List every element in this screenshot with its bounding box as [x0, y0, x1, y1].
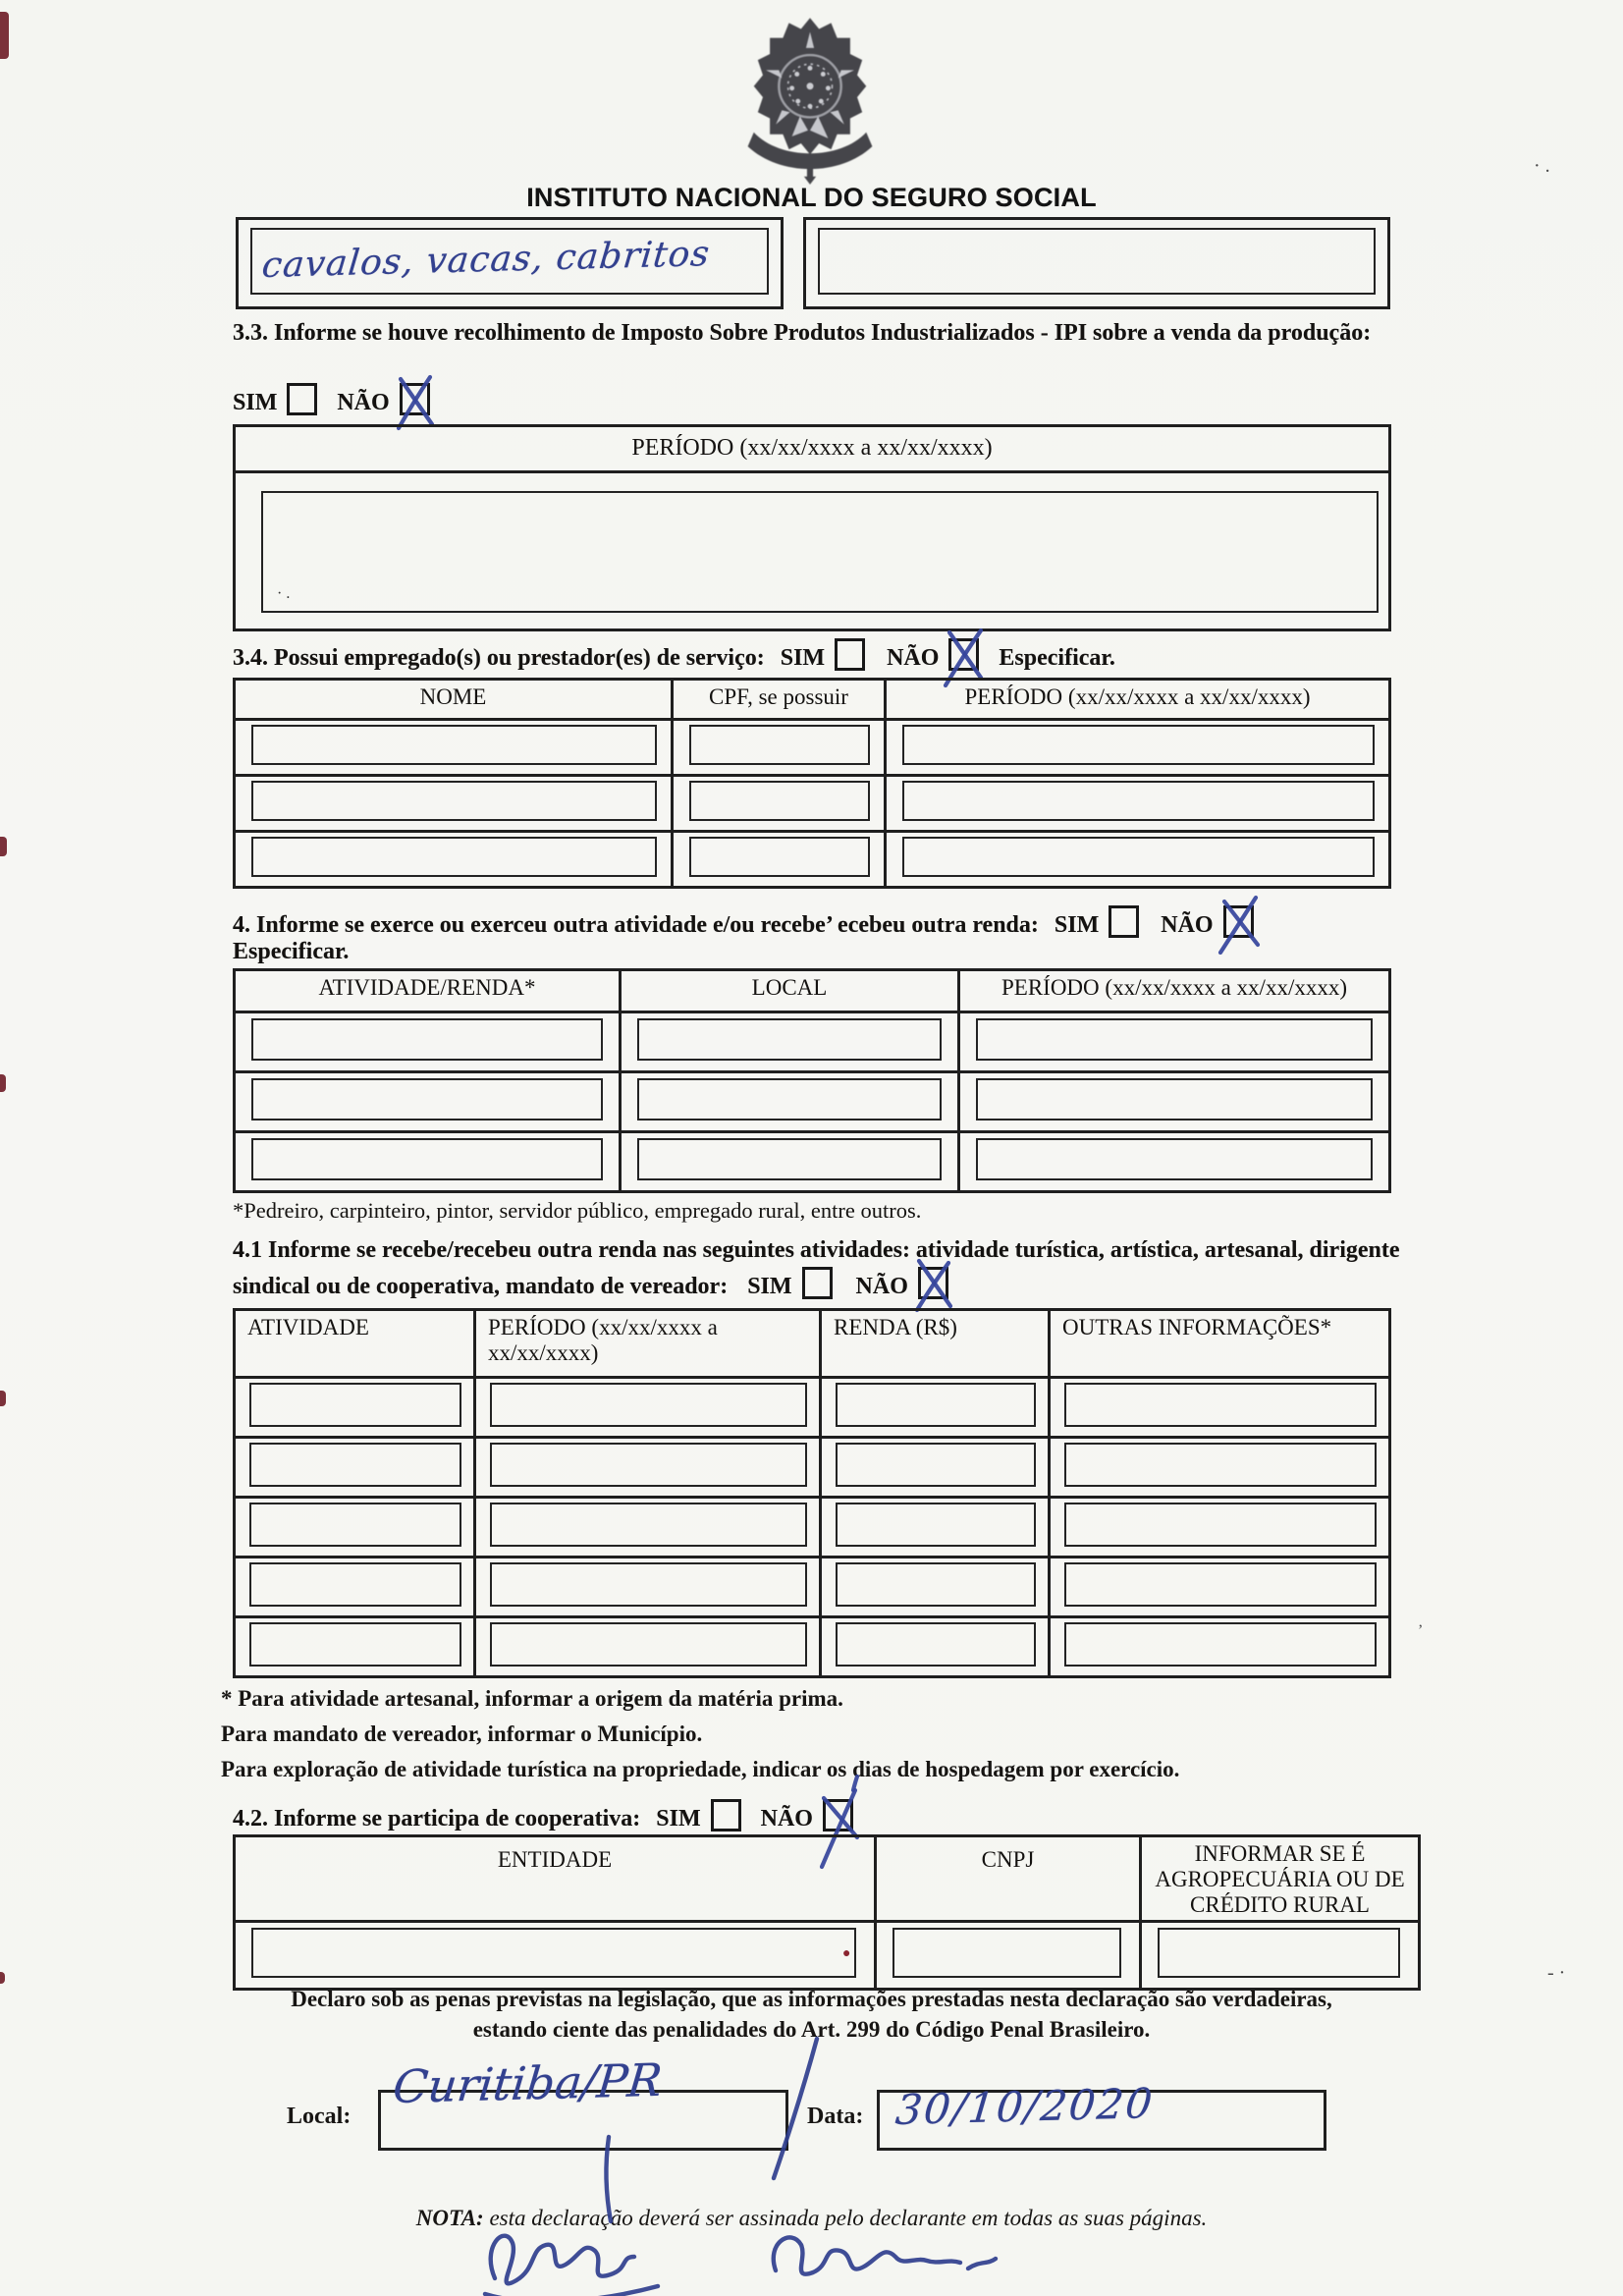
table-4-2	[233, 1834, 1421, 1991]
col-header: ATIVIDADE	[247, 1315, 369, 1339]
input-box[interactable]	[976, 1138, 1373, 1180]
col-header: CNPJ	[874, 1837, 1139, 1920]
scan-artifact: ’	[1418, 1622, 1424, 1639]
col-header: RENDA (R$)	[819, 1311, 1048, 1376]
sim-option	[747, 1274, 832, 1299]
input-box[interactable]	[902, 781, 1375, 821]
section-3-4-text: 3.4. Possui empregado(s) ou prestador(es) de serviço:	[233, 645, 765, 671]
input-box[interactable]	[251, 725, 657, 765]
sim-option	[781, 645, 865, 671]
nao-checkbox-3-4[interactable]	[948, 638, 979, 671]
local-label: Local:	[287, 2104, 352, 2129]
table-4-1	[233, 1308, 1391, 1678]
nao-label: NÃO	[887, 645, 940, 671]
col-header: PERÍODO (xx/xx/xxxx a xx/xx/xxxx)	[884, 681, 1388, 718]
section-4-especificar: Especificar.	[233, 939, 350, 964]
input-box[interactable]	[490, 1503, 807, 1547]
period-header: PERÍODO (xx/xx/xxxx a xx/xx/xxxx)	[631, 435, 993, 461]
input-box[interactable]	[261, 491, 1379, 613]
nao-label: NÃO	[855, 1273, 908, 1299]
input-box[interactable]	[249, 1622, 461, 1667]
sim-option	[656, 1806, 740, 1831]
input-box[interactable]	[251, 781, 657, 821]
period-cell	[236, 473, 1388, 629]
declaration-line-1: Declaro sob as penas previstas na legislação, que as informações prestadas nesta declaração são verdadeiras,	[291, 1987, 1332, 2011]
input-box[interactable]	[689, 725, 870, 765]
section-4-2-text: 4.2. Informe se participa de cooperativa:	[233, 1806, 641, 1831]
handwritten-date: 30/10/2020	[893, 2079, 1157, 2134]
nao-checkbox-4-1[interactable]	[918, 1267, 948, 1299]
scan-artifact	[0, 1074, 6, 1092]
table-row	[236, 1615, 1388, 1675]
input-box[interactable]	[818, 228, 1376, 295]
input-box[interactable]	[251, 1138, 603, 1180]
nota-label: NOTA:	[415, 2206, 484, 2230]
input-box[interactable]	[689, 781, 870, 821]
sim-label: SIM	[656, 1806, 701, 1831]
input-box[interactable]	[251, 837, 657, 877]
input-box[interactable]	[893, 1928, 1121, 1978]
col-header: ENTIDADE	[497, 1847, 613, 1872]
nao-checkbox-4[interactable]	[1223, 905, 1254, 938]
data-label: Data:	[807, 2104, 864, 2129]
nao-label: NÃO	[337, 390, 390, 415]
sim-option	[233, 390, 317, 415]
nao-checkbox-3-3[interactable]	[400, 383, 430, 415]
input-box[interactable]	[976, 1018, 1373, 1061]
input-box[interactable]	[249, 1383, 461, 1427]
handwritten-x-mark	[393, 373, 440, 432]
nao-option	[337, 390, 429, 415]
scan-artifact	[0, 1972, 5, 1984]
col-header: ATIVIDADE/RENDA*	[318, 975, 536, 1000]
scan-artifact	[0, 12, 9, 59]
section-4-1-footnotes	[221, 1681, 1419, 1787]
section-4-text: 4. Informe se exerce ou exerceu outra atividade e/ou recebe’ ecebeu outra renda:	[233, 912, 1039, 938]
signature-ascender-stroke	[595, 2135, 624, 2223]
handwritten-x-mark	[911, 1257, 958, 1316]
input-box[interactable]	[976, 1078, 1373, 1121]
sim-checkbox-4-1[interactable]	[802, 1267, 833, 1299]
sim-label: SIM	[780, 645, 826, 671]
institution-title: INSTITUTO NACIONAL DO SEGURO SOCIAL	[526, 183, 1097, 212]
table-row	[236, 1011, 1388, 1070]
brazil-coat-of-arms-logo	[738, 8, 882, 189]
sim-label: SIM	[233, 390, 278, 415]
section-3-4-title	[233, 638, 1401, 675]
col-header: PERÍODO (xx/xx/xxxx a xx/xx/xxxx)	[473, 1311, 819, 1376]
scan-artifact	[0, 837, 7, 856]
table-row	[236, 774, 1388, 830]
col-header: CPF, se possuir	[671, 681, 884, 718]
input-box[interactable]	[249, 1562, 461, 1607]
input-box[interactable]	[490, 1562, 807, 1607]
nao-option	[1161, 912, 1253, 938]
input-box[interactable]	[902, 725, 1375, 765]
especificar-label: Especificar.	[999, 645, 1115, 671]
footnote-line: Para exploração de atividade turística na propriedade, indicar os dias de hospedagem por exercício.	[221, 1757, 1180, 1781]
input-box[interactable]	[490, 1383, 807, 1427]
table-row	[236, 1130, 1388, 1190]
nao-option	[856, 1274, 948, 1299]
input-box[interactable]	[249, 1443, 461, 1487]
table-row	[236, 1070, 1388, 1130]
footnote-line: * Para atividade artesanal, informar a origem da matéria prima.	[221, 1686, 843, 1711]
col-header: INFORMAR SE É AGROPECUÁRIA OU DE CRÉDITO RURAL	[1139, 1837, 1418, 1920]
empty-top-field[interactable]	[803, 217, 1390, 309]
table-row	[236, 718, 1388, 774]
input-box[interactable]	[1064, 1622, 1377, 1667]
production-items-field[interactable]	[236, 217, 784, 309]
input-box[interactable]	[637, 1138, 942, 1180]
input-box[interactable]	[251, 1928, 856, 1978]
input-box[interactable]	[637, 1018, 942, 1061]
table-row	[236, 1496, 1388, 1556]
input-box[interactable]	[1064, 1562, 1377, 1607]
col-header: PERÍODO (xx/xx/xxxx a xx/xx/xxxx)	[957, 971, 1388, 1011]
sim-label: SIM	[1054, 912, 1100, 938]
nao-option	[887, 645, 979, 671]
section-4-1-text: 4.1 Informe se recebe/recebeu outra renda nas seguintes atividades: atividade turística, artística, artesanal, dirigente sindical ou de cooperativa, mandato de vereador:	[233, 1237, 1400, 1299]
input-box[interactable]	[1064, 1503, 1377, 1547]
input-box[interactable]	[836, 1562, 1036, 1607]
nao-checkbox-4-2[interactable]	[823, 1799, 853, 1831]
scan-artifact: - ·	[1547, 1962, 1566, 1984]
table-row	[236, 1376, 1388, 1436]
sim-option	[1055, 912, 1139, 938]
scan-artifact: ●	[842, 1946, 851, 1961]
nao-option	[761, 1806, 853, 1831]
signature	[461, 2217, 1051, 2296]
col-header: OUTRAS INFORMAÇÕES*	[1048, 1311, 1388, 1376]
sim-checkbox-4[interactable]	[1109, 905, 1139, 938]
section-4-footnote: *Pedreiro, carpinteiro, pintor, servidor público, empregado rural, entre outros.	[233, 1198, 922, 1223]
section-4-1-title	[233, 1235, 1401, 1302]
nota-body: esta declaração deverá ser assinada pelo declarante em todas as suas páginas.	[489, 2206, 1208, 2230]
scan-artifact: · .	[277, 585, 291, 602]
input-box[interactable]	[836, 1443, 1036, 1487]
sim-checkbox-3-3[interactable]	[287, 383, 317, 415]
input-box[interactable]	[251, 1078, 603, 1121]
section-3-3-answers	[233, 383, 1401, 419]
section-3-3-title: 3.3. Informe se houve recolhimento de Imposto Sobre Produtos Industrializados - IPI sobre a venda da produção:	[233, 320, 1372, 346]
input-box[interactable]	[637, 1078, 942, 1121]
nao-label: NÃO	[1161, 912, 1214, 938]
period-table-3-3	[233, 424, 1391, 631]
handwritten-production-items: cavalos, vacas, cabritos	[260, 234, 713, 286]
scan-artifact	[0, 1391, 6, 1406]
sim-checkbox-3-4[interactable]	[835, 638, 865, 671]
input-box[interactable]	[902, 837, 1375, 877]
table-3-4	[233, 678, 1391, 889]
table-row	[236, 1436, 1388, 1496]
scan-artifact: · .	[1534, 155, 1550, 177]
table-4	[233, 968, 1391, 1193]
input-box[interactable]	[490, 1443, 807, 1487]
col-header: LOCAL	[619, 971, 957, 1011]
nao-label: NÃO	[760, 1806, 813, 1831]
table-row	[236, 1556, 1388, 1615]
sim-label: SIM	[747, 1273, 792, 1299]
declaration-line-2: estando ciente das penalidades do Art. 299 do Código Penal Brasileiro.	[472, 2017, 1151, 2042]
handwritten-local: Curitiba/PR	[391, 2052, 665, 2113]
input-box[interactable]	[490, 1622, 807, 1667]
footnote-line: Para mandato de vereador, informar o Município.	[221, 1722, 703, 1746]
input-box[interactable]	[1064, 1443, 1377, 1487]
section-4-2-title	[233, 1799, 1401, 1835]
input-box[interactable]	[689, 837, 870, 877]
input-box[interactable]	[251, 1018, 603, 1061]
table-row	[236, 830, 1388, 886]
input-box[interactable]	[836, 1622, 1036, 1667]
table-row	[236, 1920, 1418, 1988]
input-box[interactable]	[249, 1503, 461, 1547]
sim-checkbox-4-2[interactable]	[711, 1799, 741, 1831]
input-box[interactable]	[836, 1383, 1036, 1427]
input-box[interactable]	[1064, 1383, 1377, 1427]
input-box[interactable]	[836, 1503, 1036, 1547]
col-header: NOME	[419, 684, 487, 709]
input-box[interactable]	[1158, 1928, 1400, 1978]
